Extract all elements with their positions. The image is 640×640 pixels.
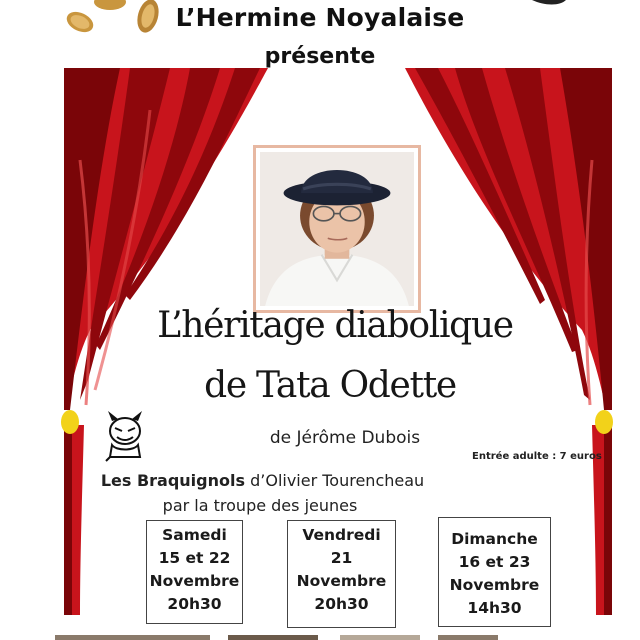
- second-play-author: d’Olivier Tourencheau: [245, 471, 425, 490]
- date-day: Vendredi: [302, 526, 381, 544]
- date-days: 15 et 22: [158, 549, 231, 567]
- bottom-thumb: [340, 635, 420, 640]
- date-box-dimanche: [438, 517, 551, 627]
- play-author: de Jérôme Dubois: [269, 428, 421, 448]
- date-time: 20h30: [167, 595, 222, 613]
- date-days: 16 et 23: [458, 553, 531, 571]
- right-tieback: [595, 410, 613, 434]
- presents-label: présente: [264, 44, 376, 69]
- date-day: Dimanche: [451, 530, 538, 548]
- bottom-thumb: [55, 635, 210, 640]
- date-days: 21: [330, 549, 353, 567]
- second-play-name: Les Braquignols: [100, 471, 246, 490]
- devil-face-icon: [104, 411, 146, 463]
- play-title-line1: L’héritage diabolique: [157, 305, 513, 346]
- bottom-thumb: [438, 635, 498, 640]
- date-month: Novembre: [296, 572, 387, 590]
- second-play-troupe: par la troupe des jeunes: [162, 496, 358, 515]
- date-box-vendredi: [287, 520, 396, 628]
- bottom-thumb: [228, 635, 318, 640]
- adult-price: Entrée adulte : 7 euros: [472, 451, 602, 462]
- second-play-line: [95, 471, 430, 490]
- date-day: Samedi: [162, 526, 227, 544]
- actress-portrait: [260, 152, 414, 306]
- organization-name: L’Hermine Noyalaise: [175, 3, 465, 32]
- date-month: Novembre: [149, 572, 240, 590]
- photo-frame: [253, 145, 421, 313]
- date-box-samedi: [146, 520, 243, 624]
- date-month: Novembre: [449, 576, 540, 594]
- play-title-line2: de Tata Odette: [204, 365, 456, 406]
- left-tieback: [61, 410, 79, 434]
- date-time: 20h30: [314, 595, 369, 613]
- date-time: 14h30: [467, 599, 522, 617]
